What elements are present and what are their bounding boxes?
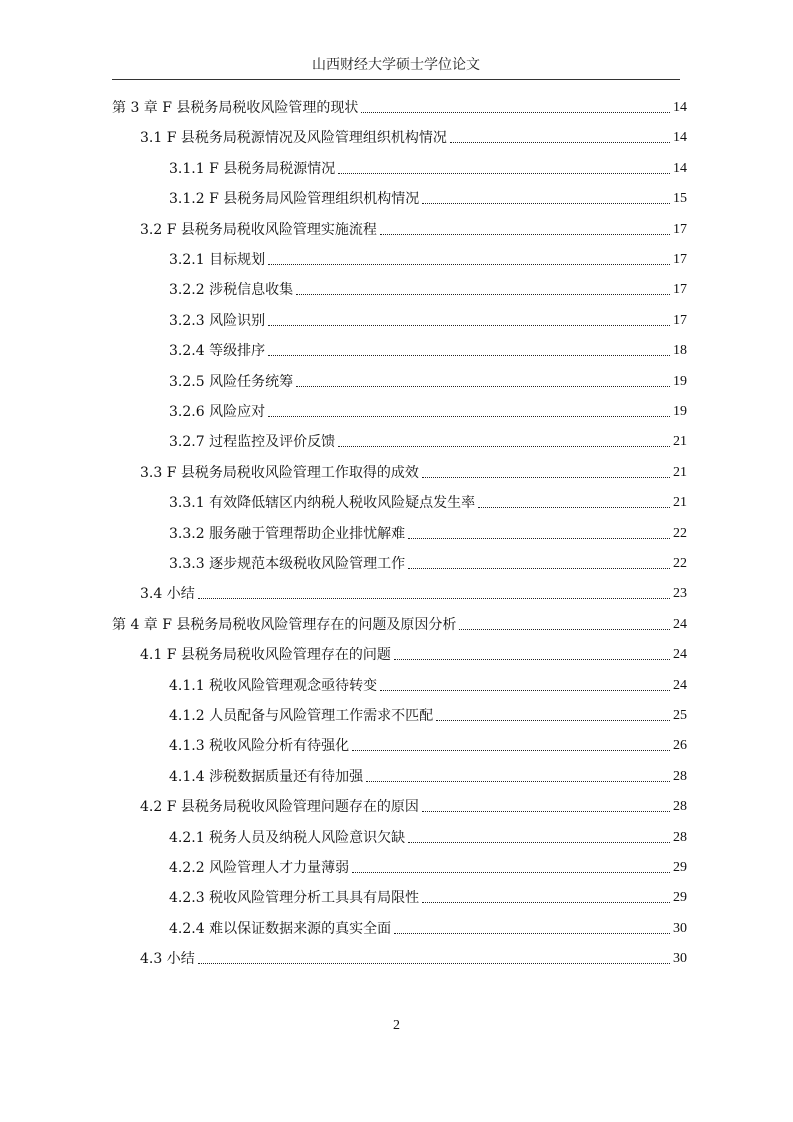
toc-entry[interactable] (169, 553, 687, 575)
toc-entry-page: 30 (673, 920, 687, 936)
toc-entry[interactable] (112, 97, 687, 119)
toc-entry-page: 17 (673, 252, 687, 267)
toc-entry-label: 3.2.1 目标规划 (169, 252, 266, 268)
toc-entry-label: 4.1.3 税收风险分析有待强化 (169, 738, 350, 755)
toc-entry-label: 3.3.3 逐步规范本级税收风险管理工作 (169, 556, 406, 572)
toc-entry-label: 4.2.3 税收风险管理分析工具具有局限性 (169, 890, 420, 907)
toc-entry[interactable] (140, 796, 687, 818)
toc-entry-page: 26 (673, 738, 687, 754)
toc-leader-dots (198, 598, 670, 599)
header-rule (112, 79, 680, 80)
toc-entry-label: 第 3 章 F 县税务局税收风险管理的现状 (112, 100, 359, 116)
toc-leader-dots (198, 963, 670, 964)
toc-entry-page: 21 (673, 434, 687, 450)
toc-entry-label: 3.2.5 风险任务统筹 (169, 373, 294, 390)
toc-entry-label: 4.2 F 县税务局税收风险管理问题存在的原因 (140, 799, 419, 816)
toc-entry-page: 30 (673, 951, 687, 967)
toc-entry[interactable] (140, 462, 687, 484)
running-header: 山西财经大学硕士学位论文 (312, 57, 480, 73)
toc-leader-dots (268, 355, 670, 356)
toc-leader-dots (422, 203, 670, 204)
toc-entry-page: 24 (673, 647, 687, 663)
toc-leader-dots (422, 902, 670, 903)
toc-entry-label: 3.2.7 过程监控及评价反馈 (169, 434, 336, 451)
toc-entry-page: 14 (673, 160, 687, 176)
toc-entry-label: 4.1.4 涉税数据质量还有待加强 (169, 768, 364, 785)
toc-leader-dots (296, 386, 670, 387)
page-number: 2 (393, 1018, 400, 1033)
toc-entry-label: 3.3 F 县税务局税收风险管理工作取得的成效 (140, 464, 419, 481)
toc-leader-dots (268, 416, 670, 417)
toc-entry[interactable] (169, 158, 687, 180)
toc-entry-page: 28 (673, 829, 687, 845)
toc-leader-dots (422, 811, 670, 812)
toc-entry[interactable] (169, 735, 687, 757)
toc-leader-dots (450, 142, 670, 143)
toc-leader-dots (422, 477, 670, 478)
toc-entry-label: 3.2.4 等级排序 (169, 343, 266, 360)
toc-entry[interactable] (169, 249, 687, 271)
toc-entry[interactable] (112, 614, 687, 636)
toc-entry-page: 18 (673, 343, 687, 359)
toc-leader-dots (268, 325, 670, 326)
toc-entry[interactable] (169, 766, 687, 788)
toc-entry-page: 24 (673, 616, 687, 632)
toc-entry-page: 17 (673, 221, 687, 237)
toc-leader-dots (268, 264, 670, 265)
toc-entry[interactable] (140, 583, 687, 605)
toc-entry-page: 28 (673, 799, 687, 815)
toc-entry-label: 4.1.1 税收风险管理观念亟待转变 (169, 677, 378, 694)
toc-entry[interactable] (169, 918, 687, 940)
toc-entry-label: 3.2.2 涉税信息收集 (169, 282, 294, 299)
toc-entry-label: 3.4 小结 (140, 586, 195, 603)
toc-entry-page: 29 (673, 860, 687, 875)
toc-entry-label: 3.2 F 县税务局税收风险管理实施流程 (140, 221, 377, 238)
toc-entry-label: 4.1 F 县税务局税收风险管理存在的问题 (140, 647, 391, 664)
toc-entry[interactable] (169, 401, 687, 423)
toc-entry[interactable] (140, 644, 687, 666)
toc-entry-label: 4.2.1 税务人员及纳税人风险意识欠缺 (169, 829, 406, 846)
toc-leader-dots (478, 507, 670, 508)
toc-entry-label: 3.3.1 有效降低辖区内纳税人税收风险疑点发生率 (169, 495, 476, 512)
toc-entry-label: 4.1.2 人员配备与风险管理工作需求不匹配 (169, 708, 434, 724)
toc-entry-page: 17 (673, 282, 687, 298)
toc-leader-dots (380, 690, 670, 691)
toc-entry-page: 25 (673, 708, 687, 723)
toc-entry-label: 3.1.1 F 县税务局税源情况 (169, 160, 336, 177)
toc-leader-dots (338, 173, 670, 174)
toc-entry[interactable] (169, 523, 687, 545)
toc-entry-page: 22 (673, 525, 687, 541)
toc-entry-label: 3.2.3 风险识别 (169, 312, 266, 329)
toc-entry-page: 21 (673, 495, 687, 511)
toc-entry[interactable] (140, 219, 687, 241)
toc-entry-label: 3.3.2 服务融于管理帮助企业排忧解难 (169, 525, 406, 542)
toc-entry-label: 4.2.4 难以保证数据来源的真实全面 (169, 920, 392, 937)
toc-entry-label: 4.3 小结 (140, 951, 195, 968)
toc-leader-dots (380, 234, 670, 235)
toc-entry-page: 24 (673, 677, 687, 693)
toc-entry[interactable] (140, 127, 687, 149)
toc-entry-page: 21 (673, 464, 687, 480)
toc-entry-page: 19 (673, 404, 687, 419)
toc-entry-label: 第 4 章 F 县税务局税收风险管理存在的问题及原因分析 (112, 616, 457, 633)
toc-entry[interactable] (169, 827, 687, 849)
toc-leader-dots (459, 629, 670, 630)
toc-entry[interactable] (169, 675, 687, 697)
toc-leader-dots (361, 112, 670, 113)
toc-entry-label: 3.1 F 县税务局税源情况及风险管理组织机构情况 (140, 130, 447, 147)
toc-entry[interactable] (169, 887, 687, 909)
toc-entry[interactable] (140, 948, 687, 970)
toc-entry[interactable] (169, 431, 687, 453)
toc-leader-dots (338, 446, 670, 447)
toc-entry-page: 19 (673, 373, 687, 389)
toc-entry[interactable] (169, 279, 687, 301)
toc-leader-dots (352, 872, 670, 873)
toc-leader-dots (296, 294, 670, 295)
toc-entry[interactable] (169, 705, 687, 727)
toc-leader-dots (436, 720, 670, 721)
toc-entry-page: 22 (673, 556, 687, 571)
toc-leader-dots (394, 933, 670, 934)
toc-entry[interactable] (169, 371, 687, 393)
toc-entry-page: 17 (673, 312, 687, 328)
toc-leader-dots (352, 750, 670, 751)
toc-entry[interactable] (169, 340, 687, 362)
toc-entry-page: 29 (673, 890, 687, 906)
toc-leader-dots (408, 538, 670, 539)
toc-entry-label: 4.2.2 风险管理人才力量薄弱 (169, 860, 350, 876)
toc-entry-page: 14 (673, 100, 687, 115)
toc-leader-dots (394, 659, 670, 660)
toc-entry[interactable] (169, 857, 687, 879)
toc-leader-dots (366, 781, 670, 782)
toc-entry-label: 3.2.6 风险应对 (169, 404, 266, 420)
toc-entry-label: 3.1.2 F 县税务局风险管理组织机构情况 (169, 191, 420, 208)
toc-leader-dots (408, 842, 670, 843)
toc-entry-page: 28 (673, 768, 687, 784)
toc-entry[interactable] (169, 188, 687, 210)
toc-entry-page: 15 (673, 191, 687, 207)
toc-leader-dots (408, 568, 670, 569)
toc-entry-page: 14 (673, 130, 687, 146)
toc-entry[interactable] (169, 310, 687, 332)
toc-entry[interactable] (169, 492, 687, 514)
toc-entry-page: 23 (673, 586, 687, 602)
